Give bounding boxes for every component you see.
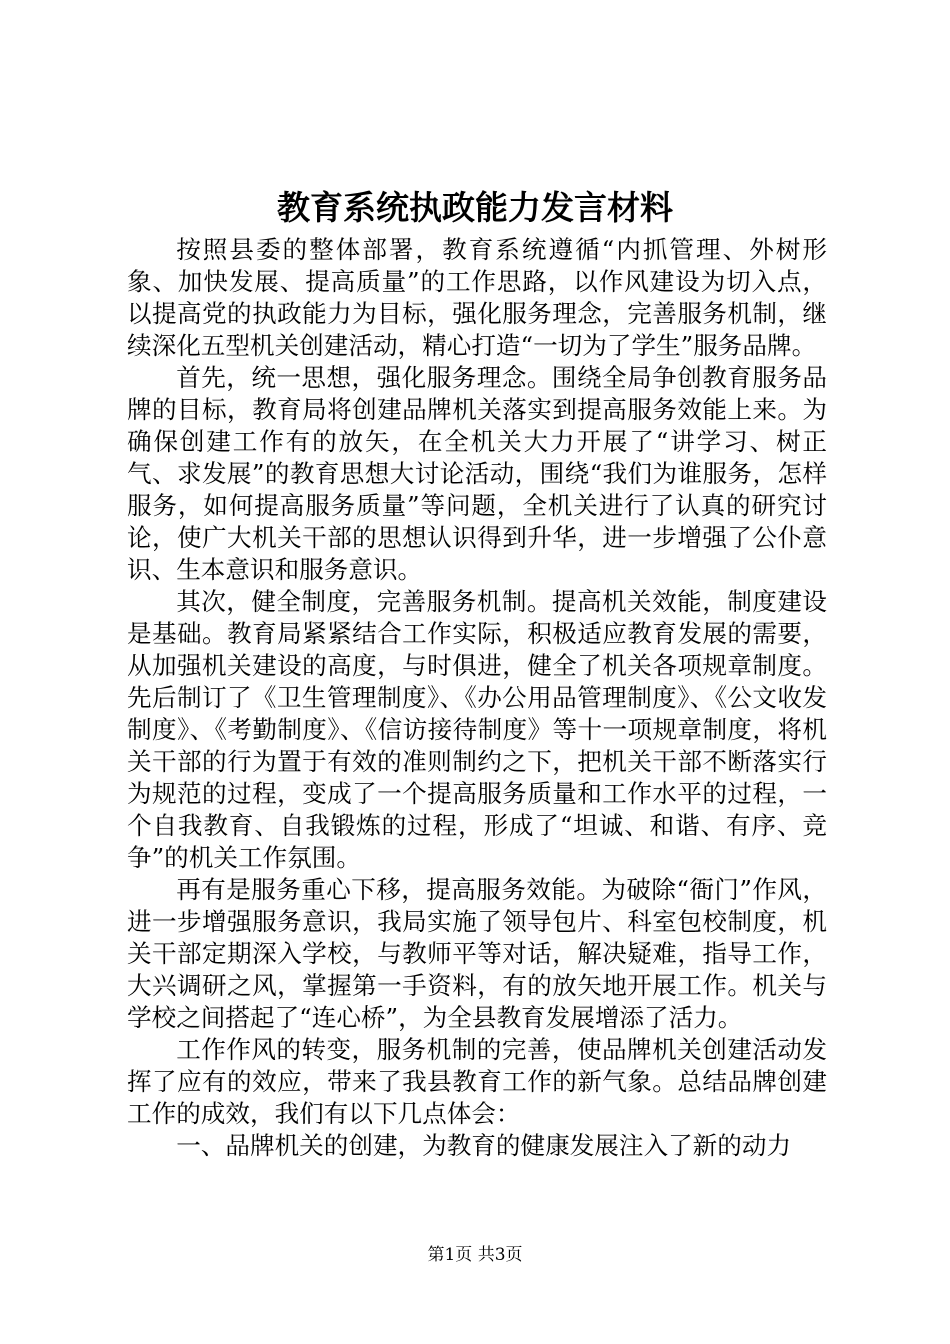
paragraph-first-point: 首先，统一思想，强化服务理念。围绕全局争创教育服务品牌的目标，教育局将创建品牌机关落实到提高服务效能上来。为确保创建工作有的放矢，在全机关大力开展了“讲学习、树正气、求发展”的教育思想大讨论活动，围绕“我们为谁服务，怎样服务，如何提高服务质量”等问题，全机关进行了认真的研究讨论，使广大机关干部的思想认识得到升华，进一步增强了公仆意识、生本意识和服务意识。 [127, 363, 827, 584]
page-number-footer: 第1页 共3页 [427, 1245, 523, 1265]
document-title: 教育系统执政能力发言材料 [277, 188, 673, 227]
paragraph-section-heading: 一、品牌机关的创建，为教育的健康发展注入了新的动力 [176, 1131, 792, 1160]
paragraph-intro: 按照县委的整体部署，教育系统遵循“内抓管理、外树形象、加快发展、提高质量”的工作思路，以作风建设为切入点，以提高党的执政能力为目标，强化服务理念，完善服务机制，继续深化五型机关创建活动，精心打造“一切为了学生”服务品牌。 [127, 235, 827, 360]
document-body [127, 234, 827, 1162]
paragraph-second-point: 其次，健全制度，完善服务机制。提高机关效能，制度建设是基础。教育局紧紧结合工作实际，积极适应教育发展的需要，从加强机关建设的高度，与时俱进，健全了机关各项规章制度。先后制订了《卫生管理制度》、《办公用品管理制度》、《公文收发制度》、《考勤制度》、《信访接待制度》等十一项规章制度，将机关干部的行为置于有效的准则制约之下，把机关干部不断落实行为规范的过程，变成了一个提高服务质量和工作水平的过程，一个自我教育、自我锻炼的过程，形成了“坦诚、和谐、有序、竞争”的机关工作氛围。 [127, 587, 827, 872]
paragraph-third-point: 再有是服务重心下移，提高服务效能。为破除“衙门”作风，进一步增强服务意识，我局实施了领导包片、科室包校制度，机关干部定期深入学校，与教师平等对话，解决疑难，指导工作，大兴调研之风，掌握第一手资料，有的放矢地开展工作。机关与学校之间搭起了“连心桥”，为全县教育发展增添了活力。 [127, 875, 827, 1032]
paragraph-summary: 工作作风的转变，服务机制的完善，使品牌机关创建活动发挥了应有的效应，带来了我县教育工作的新气象。总结品牌创建工作的成效，我们有以下几点体会： [127, 1035, 827, 1128]
